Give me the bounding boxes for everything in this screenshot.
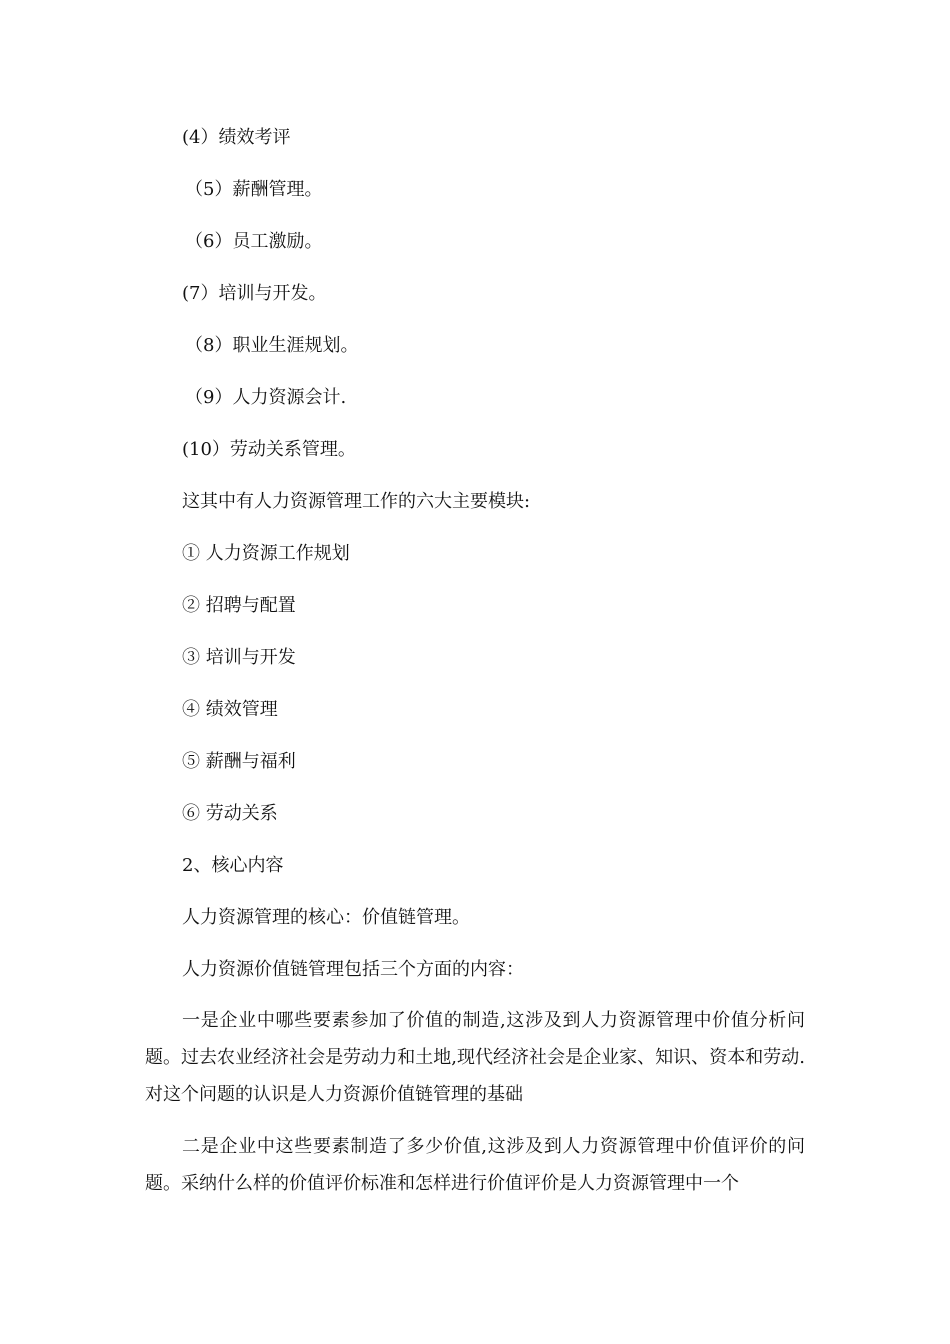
- list-item-labor-relations: (10）劳动关系管理。: [182, 439, 356, 460]
- list-item-motivation: （6）员工激励。: [185, 231, 323, 252]
- section-heading: 2、核心内容: [182, 855, 284, 876]
- modules-intro: 这其中有人力资源管理工作的六大主要模块:: [182, 491, 531, 512]
- list-item-hr-accounting: （9）人力资源会计.: [185, 387, 347, 408]
- list-item-compensation: （5）薪酬管理。: [185, 179, 323, 200]
- list-item-training: (7）培训与开发。: [182, 283, 327, 304]
- module-item-recruitment: ② 招聘与配置: [182, 595, 296, 616]
- module-item-training: ③ 培训与开发: [182, 647, 296, 668]
- module-item-compensation: ⑤ 薪酬与福利: [182, 751, 296, 772]
- paragraph-value-creation: 一是企业中哪些要素参加了价值的制造,这涉及到人力资源管理中价值分析问题。过去农业经济社会是劳动力和土地,现代经济社会是企业家、知识、资本和劳动.对这个问题的认识是人力资源价值链管理的基础: [145, 1010, 805, 1105]
- module-item-planning: ① 人力资源工作规划: [182, 543, 350, 564]
- list-item-performance-appraisal: (4）绩效考评: [182, 127, 291, 148]
- paragraph-value-evaluation: 二是企业中这些要素制造了多少价值,这涉及到人力资源管理中价值评价的问题。采纳什么样的价值评价标准和怎样进行价值评价是人力资源管理中一个: [145, 1136, 805, 1194]
- module-item-performance: ④ 绩效管理: [182, 699, 278, 720]
- list-item-career-planning: （8）职业生涯规划。: [185, 335, 359, 356]
- module-item-labor-relations: ⑥ 劳动关系: [182, 803, 278, 824]
- value-chain-intro: 人力资源价值链管理包括三个方面的内容：: [182, 959, 524, 980]
- core-statement: 人力资源管理的核心：价值链管理。: [182, 907, 470, 928]
